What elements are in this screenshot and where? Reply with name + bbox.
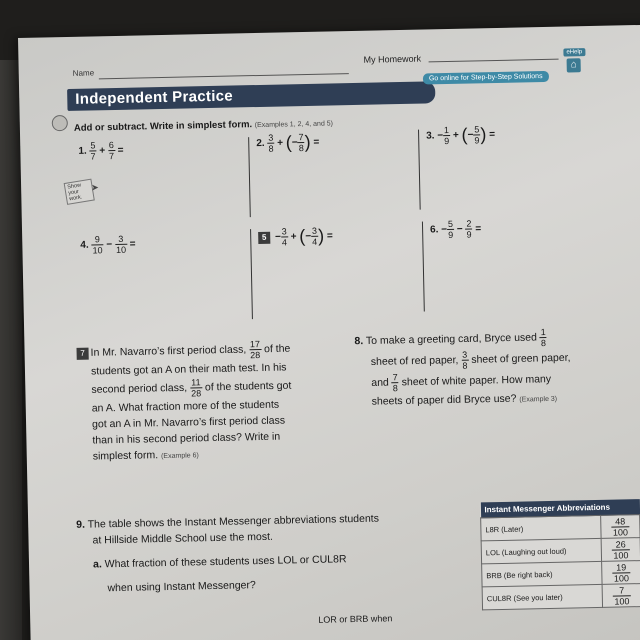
problem-number: 4. [80, 239, 89, 251]
instructions-text: Add or subtract. Write in simplest form. [73, 119, 253, 134]
abbreviations-table [480, 499, 640, 610]
ehelp-badge[interactable]: eHelp [563, 48, 585, 56]
equals-sign: = [475, 223, 482, 235]
homework-label: My Homework [363, 53, 422, 65]
fraction: $\frac{7}{8}$ [298, 132, 304, 154]
divider-line [422, 222, 425, 312]
divider-line [250, 229, 253, 319]
operator: + [277, 137, 284, 149]
operator: − [456, 223, 463, 235]
name-label: Name [72, 68, 95, 78]
problem-4 [80, 234, 136, 256]
fraction: $\frac{3}{4}$ [311, 225, 318, 247]
problem-2: 2. $\frac{3}{8}$ + (− $\frac{7}{8}$ ) = [256, 131, 320, 154]
fraction: $\frac{3}{4}$ [281, 226, 288, 248]
fraction: $\frac{1}{9}$ [443, 124, 450, 147]
equals-sign: = [326, 230, 333, 242]
desk-shadow [0, 60, 22, 640]
problem-9: 9. The table shows the Instant Messenger abbreviations students at Hillside Middle School use the most. a. What fraction of these students uses LOL or CUL8R when using Instant Messenger? LOR or BRB when [76, 512, 393, 625]
banner-title: Independent Practice [67, 81, 435, 111]
divider-line [418, 130, 421, 210]
fraction: $\frac{6}{7}$ [108, 140, 115, 162]
fraction: $\frac{5}{9}$ [447, 218, 454, 241]
operator: + [99, 145, 106, 157]
table-title: Instant Messenger Abbreviations [480, 499, 639, 518]
table-row: BRB (Be right back) $\frac{19}{100}$ [482, 561, 640, 587]
operator: + [290, 231, 297, 243]
problem-1 [78, 140, 124, 162]
fraction: $\frac{5}{7}$ [90, 140, 96, 162]
fraction: $\frac{2}{9}$ [466, 218, 472, 240]
equals-sign: = [313, 136, 320, 148]
worksheet-page [18, 25, 640, 640]
fraction: $\frac{3}{8}$ [268, 132, 274, 154]
problem-number: 6. [429, 224, 439, 236]
problem-5: 5 − $\frac{3}{4}$ + (− $\frac{3}{4}$ ) = [258, 225, 333, 248]
table-row: LOL (Laughing out loud) $\frac{26}{100}$ [481, 538, 640, 564]
problem-7: 7 In Mr. Navarro’s first period class, $\frac{17}{28}$ of the students got an A on their math test. In his second period class, $\frac{11}{28}$ of the students got an A. What fraction more of the students got an A in Mr. Navarro’s first period class than in his second period class? Write in simplest form. (Example 6) [76, 337, 339, 466]
show-work-note: Show your work. [64, 179, 95, 205]
problem-number: 3. [426, 130, 435, 142]
problem-6: 6. − $\frac{5}{9}$ − $\frac{2}{9}$ = [429, 218, 482, 241]
problem-number-badge: 7 [77, 348, 89, 360]
operator: + [452, 129, 459, 142]
homework-line [429, 59, 559, 63]
table-row: L8R (Later) $\frac{48}{100}$ [481, 515, 640, 541]
problem-8: 8. To make a greeting card, Bryce used $\frac{1}{8}$ sheet of red paper, $\frac{3}{8}$ sheet of green paper, and $\frac{7}{8}$ sheet of white paper. How many sheets of paper did Bryce use? (Example 3) [354, 327, 571, 408]
table-row: CUL8R (See you later) $\frac{7}{100}$ [482, 584, 640, 610]
equals-sign: = [117, 144, 124, 157]
fraction: $\frac{5}{9}$ [474, 124, 480, 146]
fraction: $\frac{9}{10}$ [92, 234, 103, 256]
problem-number: 1. [78, 145, 87, 157]
problem-3: 3. − $\frac{1}{9}$ + (− $\frac{5}{9}$ ) = [426, 124, 496, 147]
instructions-examples: (Examples 1, 2, 4, and 5) [254, 120, 334, 130]
equals-sign: = [129, 238, 136, 250]
go-online-link[interactable]: Go online for Step-by-Step Solutions [423, 71, 549, 85]
problem-number: 2. [256, 138, 265, 150]
problem-number-badge: 5 [258, 232, 270, 244]
bullet-circle-icon [52, 115, 68, 131]
arrow-icon: ➤ [91, 182, 99, 193]
fraction: $\frac{3}{10}$ [115, 233, 127, 255]
house-icon[interactable]: ⌂ [567, 58, 581, 72]
equals-sign: = [489, 129, 496, 141]
divider-line [248, 137, 251, 217]
name-line [99, 73, 349, 79]
operator: − [106, 239, 113, 251]
